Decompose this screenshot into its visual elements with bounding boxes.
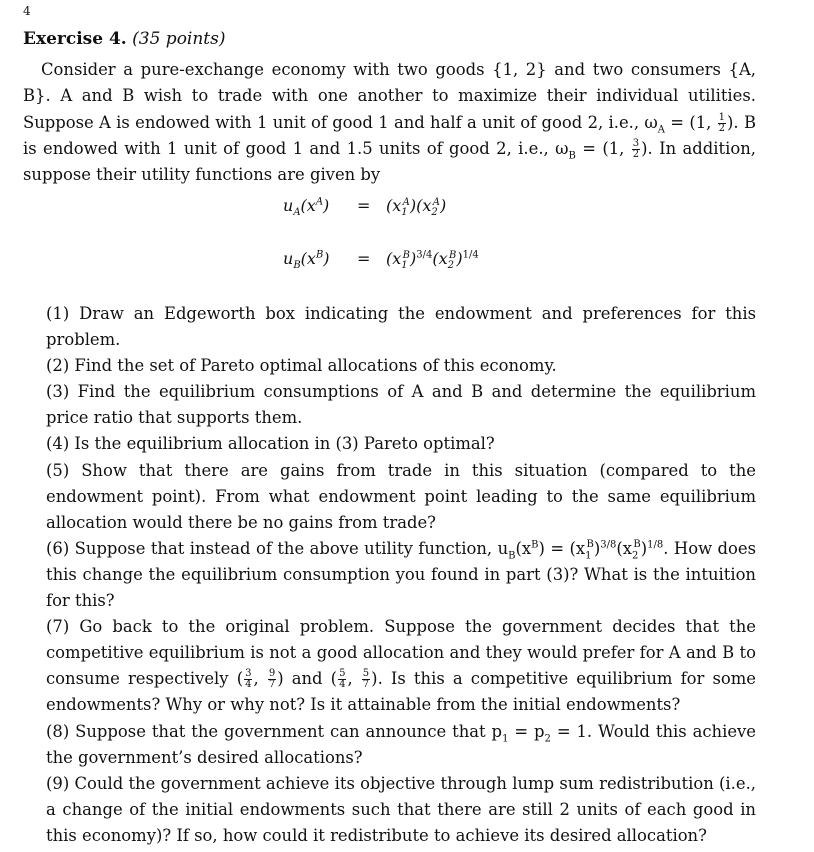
ua-rhs — [386, 196, 447, 219]
ua-rhs-sup1: A — [402, 196, 410, 208]
ub-arg: (x — [300, 249, 316, 268]
q7-a: (7) Go back to the original problem. Suppose the government decides that the competitive equilibrium is not a good allocation and they would prefer for A and B to consume respectively ( — [46, 617, 756, 689]
intro-s1: Consider a pure-exchange economy with two goods {1, 2} and two consumers {A, B}. — [23, 60, 756, 106]
question-8 — [46, 719, 756, 771]
omega-a-sub: A — [657, 123, 665, 135]
question-1: (1) Draw an Edgeworth box indicating the endowment and preferences for this problem. — [46, 304, 756, 350]
q7-f3d: 4 — [339, 679, 346, 691]
q7-f4d: 7 — [362, 679, 370, 691]
ub-arg-sup: B — [315, 249, 324, 261]
q7-b: ) and ( — [277, 669, 338, 689]
q8-c: = 1. Would this achieve the government’s desired allocations? — [46, 721, 756, 767]
ub-rhs-end: ) — [456, 249, 463, 268]
q7-c: ). Is this a competitive equilibrium for some endowments? Why or why not? Is it attainable from the initial endowments? — [46, 669, 756, 715]
question-3: (3) Find the equilibrium consumptions of A and B and determine the equilibrium price ratio that supports them. — [46, 382, 756, 428]
ub-rhs-open: (x — [386, 249, 402, 268]
exercise-label: Exercise 4. — [23, 29, 127, 49]
ub-rhs-mid2: (x — [432, 249, 448, 268]
omega-a-eq: = (1, — [664, 112, 717, 132]
ub-u: u — [283, 249, 294, 268]
q8-b: = p — [508, 721, 545, 741]
omega-b-end: ). — [641, 138, 653, 158]
omega-b-sub: B — [568, 150, 576, 162]
exercise-points: (35 points) — [132, 29, 226, 49]
omega-a-end: ). — [727, 112, 739, 132]
intro-s5: In addition, suppose their utility functions are given by — [23, 138, 756, 185]
ub-lhs — [283, 249, 330, 272]
q6-exp2: 1/8 — [647, 539, 664, 551]
question-4: (4) Is the equilibrium allocation in (3) Pareto optimal? — [46, 434, 495, 454]
exercise-title — [23, 29, 226, 49]
ub-equals: = — [357, 249, 371, 268]
ua-close: ) — [323, 196, 330, 215]
intro-s3: Suppose A is endowed with 1 unit of good 1 and half a unit of good 2, i.e., ω — [23, 112, 658, 132]
q7-frac4 — [362, 669, 370, 690]
q7-f3n: 5 — [339, 668, 346, 680]
threehalf-den: 2 — [632, 148, 640, 160]
q6-a: (6) Suppose that instead of the above utility function, u — [46, 538, 509, 558]
question-7: (7) Go back to the original problem. Suppose the government decides that the competitive equilibrium is not a good allocation and they would prefer for A and B to consume respectively ( $\frac{3}{4}$ , $\frac{9}{7}$ ) and ( $\frac{5}{4}$ , $\frac{5}{7}$ ). Is this a competitive equilibrium for some endowments? Why or why not? Is it attainable from the initial endowments? — [46, 617, 756, 715]
page-number: 4 — [23, 4, 31, 18]
ua-rhs-sup2: A — [432, 196, 440, 208]
q6-sup1: B — [586, 539, 594, 551]
q7-frac1 — [244, 669, 252, 690]
q6-sub: B — [508, 550, 516, 562]
ub-rhs-sup2: B — [448, 249, 457, 261]
ua-arg-sup: A — [315, 196, 324, 208]
q6-e: . How does this change the equilibrium consumption you found in part (3)? What is the intuition for this? — [46, 538, 757, 611]
ua-u: u — [283, 196, 294, 215]
ub-rhs-sup1: B — [402, 249, 410, 261]
ub-rhs-sub2: 2 — [447, 260, 454, 272]
q6-sup: B — [531, 539, 539, 551]
question-list — [46, 301, 756, 849]
ua-sub: A — [293, 207, 301, 219]
question-2: (2) Find the set of Pareto optimal allocations of this economy. — [46, 356, 557, 376]
q7-f2n: 9 — [268, 668, 276, 680]
q6-exp1: 3/8 — [600, 539, 617, 551]
half-fraction — [718, 113, 726, 134]
q7-f1n: 3 — [245, 668, 252, 680]
q8-sub1: 1 — [502, 732, 509, 744]
ua-rhs-sub1: 1 — [401, 207, 408, 219]
ub-rhs-exp2: 1/4 — [462, 249, 479, 261]
ub-close: ) — [323, 249, 330, 268]
ub-rhs — [386, 249, 479, 272]
ua-lhs — [283, 196, 330, 219]
q6-b: (x — [515, 538, 532, 558]
half-den: 2 — [718, 122, 726, 134]
question-6: (6) Suppose that instead of the above utility function, $u_B(x^B) = (x_1^B)^{3/8}(x_2^B)^{1/8}$. How does this change the equilibrium consumption you found in part (3)? What is the intuition for this? — [46, 538, 757, 611]
ua-rhs-sub2: 2 — [431, 207, 438, 219]
ua-rhs-end: ) — [440, 196, 447, 215]
half-num: 1 — [718, 111, 726, 123]
q6-c: ) = (x — [538, 538, 586, 558]
ub-rhs-exp1: 3/4 — [416, 249, 433, 261]
threehalf-num: 3 — [632, 137, 640, 149]
q7-f2d: 7 — [268, 679, 276, 691]
ub-rhs-mid: ) — [410, 249, 417, 268]
q6-d: (x — [616, 538, 633, 558]
q7-f1d: 4 — [245, 679, 252, 691]
ua-rhs-mid: )(x — [409, 196, 432, 215]
intro-paragraph — [23, 57, 756, 188]
q8-sub2: 2 — [544, 732, 551, 744]
ua-equals: = — [357, 196, 371, 215]
question-5: (5) Show that there are gains from trade in this situation (compared to the endowment point). From what endowment point leading to the same equilibrium allocation would there be no gains from trade? — [46, 460, 756, 532]
q7-f4n: 5 — [362, 668, 370, 680]
ub-rhs-sub1: 1 — [401, 260, 408, 272]
q8-a: (8) Suppose that the government can announce that p — [46, 721, 503, 741]
ua-arg: (x — [300, 196, 316, 215]
q7-frac3 — [338, 669, 346, 690]
q6-sup2: B — [633, 539, 641, 551]
ub-sub: B — [293, 260, 301, 272]
omega-b-eq: = (1, — [575, 138, 631, 158]
question-9: (9) Could the government achieve its objective through lump sum redistribution (i.e., a change of the initial endowments such that there are still 2 units of each good in this economy)? If so, how could it redistribute to achieve its desired allocation? — [46, 773, 756, 845]
q6-sub2: 2 — [632, 550, 639, 562]
intro-s4: B is endowed with 1 unit of good 1 and 1.5 units of good 2, i.e., ω — [23, 112, 756, 158]
q6-sub1: 1 — [585, 550, 592, 562]
threehalf-fraction — [632, 139, 640, 160]
ua-rhs-open: (x — [386, 196, 402, 215]
intro-s2: A and B wish to trade with one another to maximize their individual utilities. — [60, 86, 756, 106]
q7-frac2 — [268, 669, 276, 690]
